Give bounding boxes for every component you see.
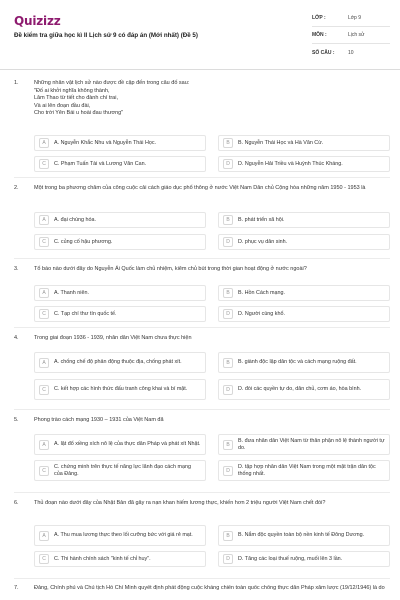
meta-row-count bbox=[312, 44, 390, 61]
option-letter-badge: A bbox=[39, 215, 49, 225]
option-b[interactable] bbox=[218, 135, 390, 151]
question-4 bbox=[14, 335, 390, 410]
meta-label: LỚP : bbox=[312, 15, 326, 21]
option-letter-badge: A bbox=[39, 358, 49, 368]
option-text: D. Nguyễn Hải Triều và Huỳnh Thúc Kháng. bbox=[238, 160, 343, 167]
question-text: Một trong ba phương châm của công cuộc cải cách giáo dục phổ thông ở nước Việt Nam Dân chủ Cộng hòa những năm 1950 - 1953 là bbox=[34, 185, 366, 191]
option-letter-badge: B bbox=[223, 358, 233, 368]
question-5 bbox=[14, 417, 390, 492]
question-divider bbox=[14, 258, 390, 259]
option-text: A. Nguyễn Khắc Nhu và Nguyễn Thái Học. bbox=[54, 139, 157, 146]
quizizz-logo: Quizizz bbox=[14, 14, 61, 28]
option-letter-badge: A bbox=[39, 288, 49, 298]
option-text: B. Nắm độc quyền toàn bộ nền kinh tế Đông Dương. bbox=[238, 532, 365, 539]
option-c[interactable] bbox=[34, 306, 206, 322]
option-letter-badge: B bbox=[223, 288, 233, 298]
meta-label: SỐ CÂU : bbox=[312, 49, 335, 56]
option-b[interactable] bbox=[218, 212, 390, 228]
option-letter-badge: C bbox=[39, 309, 49, 319]
option-a[interactable] bbox=[34, 135, 206, 151]
option-text: A. lật đổ xiềng xích nô lệ của thực dân Pháp và phát xít Nhật. bbox=[54, 441, 201, 448]
option-text: B. Nguyễn Thái Học và Hà Văn Cừ. bbox=[238, 139, 324, 146]
option-letter-badge: B bbox=[223, 215, 233, 225]
option-letter-badge: B bbox=[223, 138, 233, 148]
option-text: A. chống chế độ phản động thuộc địa, chống phát xít. bbox=[54, 359, 182, 366]
option-text: C. kết hợp các hình thức đấu tranh công khai và bí mật. bbox=[54, 386, 188, 393]
question-divider bbox=[14, 409, 390, 410]
option-letter-badge: A bbox=[39, 440, 49, 450]
question-divider bbox=[14, 578, 390, 579]
option-text: A. Thanh niên. bbox=[54, 289, 89, 296]
option-c[interactable] bbox=[34, 379, 206, 400]
option-text: D. đòi các quyền tự do, dân chủ, cơm áo, hòa bình. bbox=[238, 386, 362, 393]
option-text: A. đại chúng hóa. bbox=[54, 216, 96, 223]
option-text: C. chứng minh trên thực tế năng lực lãnh đạo cách mạng của Đảng. bbox=[54, 463, 191, 477]
option-text: D. Người cùng khổ. bbox=[238, 310, 285, 317]
question-text: Những nhân vật lịch sử nào được đề cập đến trong câu đố sau: "Đố ai khởi nghĩa không thành, Lâm Thao từ tiết cho đành chí trai, Và ai lên đoạn đầu đài, Cho trời Yên Bái u hoài đau thương" bbox=[34, 80, 190, 117]
option-letter-badge: D bbox=[223, 385, 233, 395]
option-d[interactable] bbox=[218, 460, 390, 481]
option-letter-badge: D bbox=[223, 466, 233, 476]
option-text: C. Thi hành chính sách "kinh tế chỉ huy". bbox=[54, 555, 151, 562]
option-b[interactable] bbox=[218, 434, 390, 455]
question-text: Tổ báo nào dưới đây do Nguyễn Ái Quốc làm chủ nhiệm, kiêm chủ bút trong thời gian hoạt động ở nước ngoài? bbox=[34, 266, 307, 272]
option-c[interactable] bbox=[34, 460, 206, 481]
option-letter-badge: C bbox=[39, 159, 49, 169]
option-letter-badge: D bbox=[223, 309, 233, 319]
option-letter-badge: D bbox=[223, 159, 233, 169]
option-b[interactable] bbox=[218, 285, 390, 301]
option-letter-badge: A bbox=[39, 138, 49, 148]
page-header bbox=[0, 0, 400, 70]
meta-label: MÔN : bbox=[312, 32, 327, 38]
option-a[interactable] bbox=[34, 352, 206, 373]
question-divider bbox=[14, 177, 390, 178]
question-text: Đảng, Chính phủ và Chủ tịch Hồ Chí Minh quyết định phát động cuộc kháng chiến toàn quốc chống thực dân Pháp xâm lược (19/12/1946) là do bbox=[34, 585, 385, 591]
option-b[interactable] bbox=[218, 525, 390, 546]
question-divider bbox=[14, 327, 390, 328]
option-text: B. đưa nhân dân Việt Nam từ thân phận nô lệ thành người tự do. bbox=[238, 437, 385, 451]
option-text: B. giành độc lập dân tộc và cách mạng ruộng đất. bbox=[238, 359, 357, 366]
question-2 bbox=[14, 185, 390, 255]
question-3 bbox=[14, 266, 390, 328]
option-text: A. Thu mua lương thực theo lối cưỡng bức với giá rẻ mạt. bbox=[54, 532, 193, 539]
option-text: D. phục vụ dân sinh. bbox=[238, 238, 288, 245]
option-letter-badge: B bbox=[223, 440, 233, 450]
option-c[interactable] bbox=[34, 551, 206, 567]
option-b[interactable] bbox=[218, 352, 390, 373]
option-d[interactable] bbox=[218, 234, 390, 250]
question-number: 7. bbox=[14, 585, 19, 591]
meta-row-subject bbox=[312, 27, 390, 44]
option-letter-badge: C bbox=[39, 554, 49, 564]
option-text: B. Hồn Cách mạng. bbox=[238, 289, 286, 296]
question-text: Trong giai đoạn 1936 - 1939, nhân dân Việt Nam chưa thực hiện bbox=[34, 335, 192, 341]
option-letter-badge: C bbox=[39, 466, 49, 476]
meta-value: Lịch sử bbox=[348, 32, 365, 38]
option-text: D. tập hợp nhân dân Việt Nam trong một mặt trận dân tộc thống nhất. bbox=[238, 463, 376, 477]
option-text: C. củng cố hậu phương. bbox=[54, 238, 113, 245]
option-letter-badge: C bbox=[39, 237, 49, 247]
option-letter-badge: B bbox=[223, 531, 233, 541]
option-letter-badge: C bbox=[39, 385, 49, 395]
option-letter-badge: D bbox=[223, 554, 233, 564]
option-text: D. Tăng các loại thuế ruộng, muối lên 3 lần. bbox=[238, 555, 343, 562]
option-d[interactable] bbox=[218, 156, 390, 172]
question-number: 6. bbox=[14, 500, 19, 506]
question-number: 2. bbox=[14, 185, 19, 191]
meta-panel bbox=[312, 10, 390, 61]
option-d[interactable] bbox=[218, 379, 390, 400]
question-number: 1. bbox=[14, 80, 19, 86]
option-a[interactable] bbox=[34, 285, 206, 301]
document-title: Đề kiểm tra giữa học kì II Lịch sử 9 có đáp án (Mới nhất) (Đề 5) bbox=[14, 32, 198, 39]
option-text: C. Tạp chí thư tín quốc tế. bbox=[54, 310, 117, 317]
option-text: B. phát triển xã hội. bbox=[238, 216, 285, 223]
question-text: Thủ đoạn nào dưới đây của Nhật Bản đã gây ra nạn khan hiếm lương thực, khiến hơn 2 triệu người Việt Nam chết đói? bbox=[34, 500, 326, 506]
option-a[interactable] bbox=[34, 525, 206, 546]
option-text: C. Phạm Tuấn Tài và Lương Văn Can. bbox=[54, 160, 147, 167]
question-divider bbox=[14, 492, 390, 493]
meta-value: 10 bbox=[348, 49, 354, 56]
option-a[interactable] bbox=[34, 212, 206, 228]
option-c[interactable] bbox=[34, 234, 206, 250]
option-c[interactable] bbox=[34, 156, 206, 172]
option-d[interactable] bbox=[218, 551, 390, 567]
question-number: 5. bbox=[14, 417, 19, 423]
question-number: 4. bbox=[14, 335, 19, 341]
question-1 bbox=[14, 80, 390, 180]
question-text: Phong trào cách mạng 1930 – 1931 của Việt Nam đã bbox=[34, 417, 164, 423]
question-number: 3. bbox=[14, 266, 19, 272]
option-d[interactable] bbox=[218, 306, 390, 322]
option-a[interactable] bbox=[34, 434, 206, 455]
question-6 bbox=[14, 500, 390, 580]
meta-row-class bbox=[312, 10, 390, 27]
question-7 bbox=[14, 585, 390, 600]
option-letter-badge: A bbox=[39, 531, 49, 541]
meta-value: Lớp 9 bbox=[348, 15, 362, 21]
option-letter-badge: D bbox=[223, 237, 233, 247]
